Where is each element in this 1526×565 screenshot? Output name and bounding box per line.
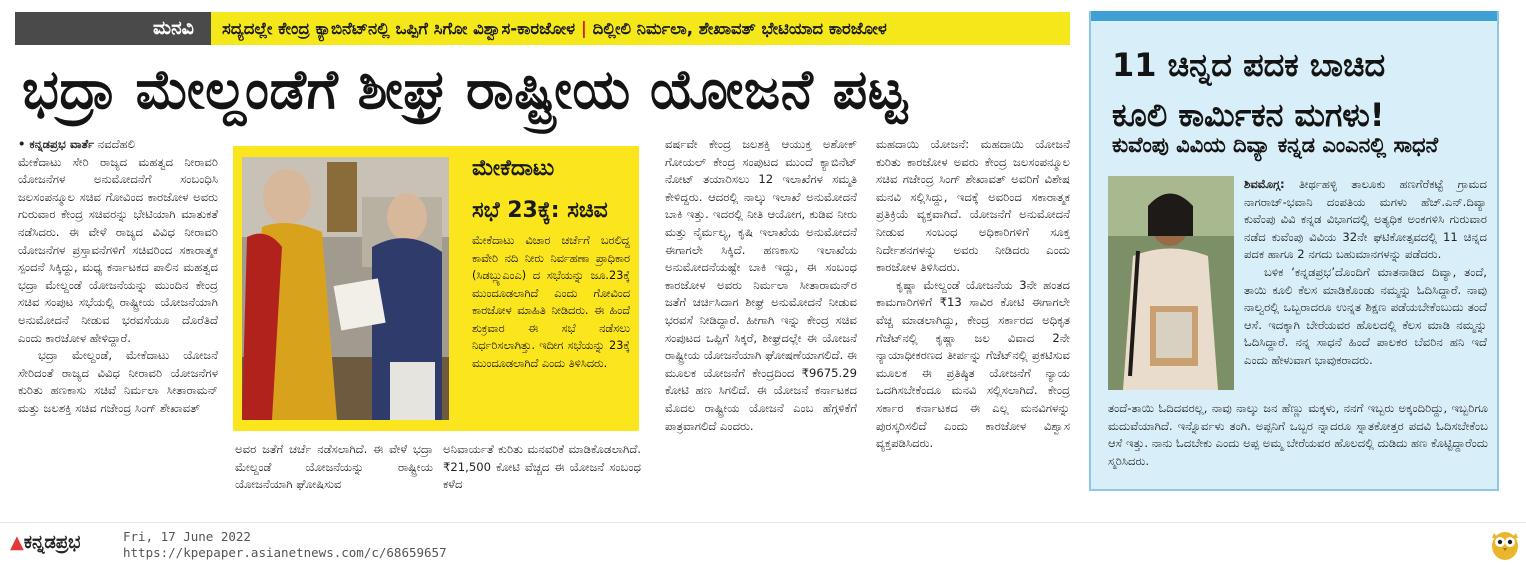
section-label: ಮನವಿ: [15, 12, 211, 45]
footer-meta: [123, 529, 447, 561]
box-text: ಮೇಕೆದಾಟು ವಿಚಾರ ಚರ್ಚೆಗೆ ಬರಲಿದ್ದ ಕಾವೇರಿ ನದಿ ನೀರು ನಿರ್ವಹಣಾ ಪ್ರಾಧಿಕಾರ (ಸಿಡಬ್ಲ್ಯುಎಂಎ) ದ ಸಭೆಯನ್ನು ಜೂ.23ಕ್ಕೆ ಮುಂದೂಡಲಾಗಿದೆ ಎಂದು ಗೋವಿಂದ ಕಾರಜೋಳ ಮಾಹಿತಿ ನೀಡಿದರು. ಈ ಹಿಂದೆ ಶುಕ್ರವಾರ ಈ ಸಭೆ ನಡೆಸಲು ನಿರ್ಧರಿಸಲಾಗಿತ್ತು. ಇದೀಗ ಸಭೆಯನ್ನು 23ಕ್ಕೆ ಮುಂದೂಡಲಾಗಿದೆ ಎಂದು ತಿಳಿಸಿದರು.: [472, 234, 630, 370]
side-head-line2: ಕೂಲಿ ಕಾರ್ಮಿಕನ ಮಗಳು!: [1112, 96, 1385, 134]
edition-date: Fri, 17 June 2022: [123, 529, 251, 544]
byline: • ಕನ್ನಡಪ್ರಭ ವಾರ್ತೆ: [18, 137, 95, 151]
side-dateline: ಶಿವಮೊಗ್ಗ:: [1244, 177, 1285, 191]
student-illustration: [1108, 176, 1234, 390]
photo-illustration: [242, 157, 449, 420]
side-p1-text: ತೀರ್ಥಹಳ್ಳಿ ತಾಲೂಕು ಹಣಗೆರೆಕಟ್ಟೆ ಗ್ರಾಮದ ನಾಗರಾಜ್-ಭವಾನಿ ದಂಪತಿಯ ಮಗಳು ಹೆಚ್.ಎನ್.ದಿವ್ಯಾ ಕುವೆಂಪು ವಿವಿ ಕನ್ನಡ ವಿಭಾಗದಲ್ಲಿ ಅತ್ಯಧಿಕ ಅಂಕಗಳಿಸಿ ಗುರುವಾರ ನಡೆದ ಕುವೆಂಪು ವಿವಿಯ 32ನೇ ಘಟಿಕೋತ್ಸವದಲ್ಲಿ 11 ಚಿನ್ನದ ಪದಕ ಹಾಗೂ 2 ನಗದು ಬಹುಮಾನಗಳನ್ನು ಪಡೆದರು.: [1244, 177, 1487, 262]
top-strip-part1: ಸದ್ಯದಲ್ಲೇ ಕೇಂದ್ರ ಕ್ಯಾಬಿನೆಟ್‌ನಲ್ಲಿ ಒಪ್ಪಿಗೆ ಸಿಗೋ ವಿಶ್ವಾಸ-ಕಾರಜೋಳ: [222, 19, 576, 38]
side-story-column-b: ತಂದೆ-ತಾಯಿ ಓದಿದವರಲ್ಲ, ನಾವು ನಾಲ್ಕು ಜನ ಹೆಣ್ಣು ಮಕ್ಕಳು, ನನಗೆ ಇಬ್ಬರು ಅಕ್ಕಂದಿರಿದ್ದು, ಇಬ್ಬರಿಗೂ ಮದುವೆಯಾಗಿದೆ. ಇನ್ನೊರ್ವಳು ತಂಗಿ. ಅಪ್ಪನಿಗೆ ಒಬ್ಬರ ನ್ನಾದರೂ ಸ್ನಾತಕೋತ್ತರ ಪದವಿ ಓದಿಸಬೇಕೆಂಬ ಆಸೆ ಇತ್ತು. ನಾನು ಓದಬೇಕು ಎಂದು ಅಪ್ಪ ಅಮ್ಮ ಬೇರೆಯವರ ಹೊಲದಲ್ಲಿ ದುಡಿದು ಹಣ ಕೊಟ್ಟಿದ್ದಾರೆಂದು ಸ್ಮರಿಸಿದರು.: [1108, 401, 1488, 468]
publication-logo: [10, 532, 80, 553]
article-column-1: [18, 136, 218, 496]
box-title-line1: ಮೇಕೆದಾಟು: [472, 156, 555, 181]
side-story-subhead: ಕುವೆಂಪು ವಿವಿಯ ದಿವ್ಯಾ ಕನ್ನಡ ಎಂಎನಲ್ಲಿ ಸಾಧನೆ: [1112, 133, 1439, 157]
side-paragraph-2: ಬಳಿಕ ‘ಕನ್ನಡಪ್ರಭ’ದೊಂದಿಗೆ ಮಾತನಾಡಿದ ದಿವ್ಯಾ, ತಂದೆ, ತಾಯಿ ಕೂಲಿ ಕೆಲಸ ಮಾಡಿಕೊಂಡು ನಮ್ಮನ್ನು ಓದಿಸಿದ್ದಾರೆ. ನಾವು ನಾಲ್ವರಲ್ಲಿ ಒಬ್ಬರಾದರೂ ಉನ್ನತ ಶಿಕ್ಷಣ ಪಡೆಯಬೇಕೆಂಬುದು ತಂದೆ ಆಸೆ. ಇದಕ್ಕಾಗಿ ಬೇರೆಯವರ ಹೊಲದಲ್ಲಿ ಕೆಲಸ ಮಾಡಿ ನಮ್ಮನ್ನು ಓದಿಸಿದ್ದಾರೆ. ನನ್ನ ಸಾಧನೆ ಹಿಂದೆ ಪಾಲಕರ ಬೆವರಿನ ಹನಿ ಇದೆ ಎಂದು ಹೇಳುವಾಗ ಭಾವುಕರಾದರು.: [1244, 264, 1487, 367]
logo-mark-icon: ▲: [10, 532, 24, 553]
side-story-column-a: [1244, 176, 1487, 392]
box-title: [472, 148, 632, 232]
dateline: ನವದೆಹಲಿ: [97, 137, 136, 151]
col1-paragraph-2: ಭದ್ರಾ ಮೇಲ್ದಂಡೆ, ಮೇಕೆದಾಟು ಯೋಜನೆ ಸೇರಿದಂತೆ ರಾಜ್ಯದ ವಿವಿಧ ನೀರಾವರಿ ಯೋಜನೆಗಳ ಕುರಿತು ಹಣಕಾಸು ಸಚಿವೆ ನಿರ್ಮಲಾ ಸೀತಾರಾಮನ್ ಮತ್ತು ಜಲಶಕ್ತಿ ಸಚಿವ ಗಜೇಂದ್ರ ಸಿಂಗ್ ಶೇಖಾವತ್: [18, 348, 218, 415]
side-head-line1: 11 ಚಿನ್ನದ ಪದಕ ಬಾಚಿದ: [1112, 46, 1386, 84]
news-photo: [242, 157, 449, 420]
main-headline: ಭದ್ರಾ ಮೇಲ್ದಂಡೆಗೆ ಶೀಘ್ರ ರಾಷ್ಟ್ರೀಯ ಯೋಜನೆ ಪಟ್ಟ: [22, 58, 908, 121]
byline-para: [18, 136, 218, 154]
top-strip-part2: ದಿಲ್ಲೀಲಿ ನಿರ್ಮಲಾ, ಶೇಖಾವತ್ ಭೇಟಿಯಾದ ಕಾರಜೋಳ: [592, 19, 887, 38]
top-strip-text: [222, 12, 887, 45]
side-paragraph-1: [1244, 176, 1487, 264]
side-story-headline: [1112, 40, 1385, 140]
col1-paragraph-1: ಮೇಕೆದಾಟು ಸೇರಿ ರಾಜ್ಯದ ಮಹತ್ವದ ನೀರಾವರಿ ಯೋಜನೆಗಳ ಅನುಮೋದನೆಗೆ ಸಂಬಂಧಿಸಿ ಜಲಸಂಪನ್ಮೂಲ ಸಚಿವ ಗೋವಿಂದ ಕಾರಜೋಳ ಅವರು ಗುರುವಾರ ಕೇಂದ್ರ ಸಚಿವರನ್ನು ಭೇಟಿಯಾಗಿ ಮಾತುಕತೆ ನಡೆಸಿದರು. ಈ ವೇಳೆ ರಾಜ್ಯದ ವಿವಿಧ ನೀರಾವರಿ ಯೋಜನೆಗಳ ಪ್ರಸ್ತಾವನೆಗಳಿಗೆ ಸಚಿವರಿಂದ ಸಕಾರಾತ್ಮಕ ಸ್ಪಂದನೆ ಸಿಕ್ಕಿದ್ದು, ಮಧ್ಯ ಕರ್ನಾಟಕದ ಪಾಲಿನ ಮಹತ್ವದ ಭದ್ರಾ ಮೇಲ್ದಂಡೆ ಯೋಜನೆಯನ್ನು ಮುಂದಿನ ಕೇಂದ್ರ ಸಚಿವ ಸಂಪುಟ ಸಭೆಯಲ್ಲಿ ರಾಷ್ಟ್ರೀಯ ಯೋಜನೆಯಾಗಿ ಅನುಮೋದನೆ ನೀಡುವ ಭರವಸೆಯೂ ದೊರೆತಿದೆ ಎಂದು ಕಾರಜೋಳ ಹೇಳಿದ್ದಾರೆ.: [18, 154, 218, 345]
footer-divider: [0, 522, 1526, 523]
col5-paragraph-2: ಕೃಷ್ಣಾ ಮೇಲ್ದಂಡೆ ಯೋಜನೆಯ 3ನೇ ಹಂತದ ಕಾಮಗಾರಿಗಳಿಗೆ ₹13 ಸಾವಿರ ಕೋಟಿ ಈಗಾಗಲೇ ವೆಚ್ಚ ಮಾಡಲಾಗಿದ್ದು, ಕೇಂದ್ರ ಸರ್ಕಾರದ ಅಧಿಕೃತ ಗೆಜೆಟ್‌ನಲ್ಲಿ ಕೃಷ್ಣಾ ಜಲ ವಿವಾದ 2ನೇ ನ್ಯಾಯಾಧೀಕರಣದ ತೀರ್ಪನ್ನು ಗೆಜೆಟ್‌ನಲ್ಲಿ ಪ್ರಕಟಿಸುವ ಮೂಲಕ ಈ ಪ್ರತಿಷ್ಠಿತ ಯೋಜನೆಗೆ ನ್ಯಾಯ ಒದಗಿಸಬೇಕೆಂದೂ ಮನವಿ ಸಲ್ಲಿಸಲಾಗಿದೆ. ಕೇಂದ್ರ ಸರ್ಕಾರ ಕರ್ನಾಟಕದ ಈ ಎಲ್ಲ ಮನವಿಗಳನ್ನು ಪುರಸ್ಕರಿಸಲಿದೆ ಎಂದು ಕಾರಜೋಳ ವಿಶ್ವಾಸ ವ್ಯಕ್ತಪಡಿಸಿದರು.: [876, 277, 1070, 451]
box-title-line2: ಸಭೆ 23ಕ್ಕೆ: ಸಚಿವ: [472, 198, 608, 223]
col5-paragraph-1: ಮಹದಾಯಿ ಯೋಜನೆ: ಮಹದಾಯಿ ಯೋಜನೆ ಕುರಿತು ಕಾರಜೋಳ ಅವರು ಕೇಂದ್ರ ಜಲಸಂಪನ್ಮೂಲ ಸಚಿವ ಗಜೇಂದ್ರ ಸಿಂಗ್ ಶೇಖಾವತ್ ಅವರಿಗೆ ವಿಶೇಷ ಮನವಿ ಸಲ್ಲಿಸಿದ್ದು, ಇದಕ್ಕೆ ಅವರಿಂದ ಸಕಾರಾತ್ಮಕ ಪ್ರತಿಕ್ರಿಯೆ ವ್ಯಕ್ತವಾಗಿದೆ. ಯೋಜನೆಗೆ ಅನುಮೋದನೆ ನೀಡುವ ಸಂಬಂಧ ಅಧಿಕಾರಿಗಳಿಗೆ ಸೂಕ್ತ ನಿರ್ದೇಶನಗಳನ್ನು ಅವರು ನೀಡಿದರು ಎಂದು ಕಾರಜೋಳ ತಿಳಿಸಿದರು.: [876, 137, 1070, 275]
side-story-top-bar: [1091, 11, 1497, 21]
logo-text: ಕನ್ನಡಪ್ರಭ: [23, 532, 81, 553]
student-photo: [1108, 176, 1234, 390]
owl-icon: [1490, 527, 1520, 561]
article-column-3: ಅನಿವಾರ್ಯತೆ ಕುರಿತು ಮನವರಿಕೆ ಮಾಡಿಕೊಡಲಾಗಿದೆ. ₹21,500 ಕೋಟಿ ವೆಚ್ಚದ ಈ ಯೋಜನೆ ಸಂಬಂಧ ಕಳೆದ: [443, 442, 641, 492]
article-column-2: ಅವರ ಜತೆಗೆ ಚರ್ಚೆ ನಡೆಸಲಾಗಿದೆ. ಈ ವೇಳೆ ಭದ್ರಾ ಮೇಲ್ದಂಡೆ ಯೋಜನೆಯನ್ನು ರಾಷ್ಟ್ರೀಯ ಯೋಜನೆಯಾಗಿ ಘೋಷಿಸುವ: [235, 442, 433, 492]
article-column-4: ವರ್ಷವೇ ಕೇಂದ್ರ ಜಲಶಕ್ತಿ ಆಯುಕ್ತ ಅಶೋಕ್ ಗೋಯಲ್ ಕೇಂದ್ರ ಸಂಪುಟದ ಮುಂದೆ ಕ್ಯಾಬಿನೆಟ್ ನೋಟ್ ತಯಾರಿಸಲು 12 ಇಲಾಖೆಗಳ ಸಮ್ಮತಿ ಕೇಳಿದ್ದರು. ಆದರಲ್ಲಿ ನಾಲ್ಕು ಇಲಾಖೆ ಅನುಮೋದನೆ ಬಾಕಿ ಇತ್ತು. ಇದರಲ್ಲಿ ನೀತಿ ಆಯೋಗ, ಕುಡಿವ ನೀರು ಮತ್ತು ನೈರ್ಮಲ್ಯ, ಕೃಷಿ ಇಲಾಖೆಯ ಅನುಮೋದನೆ ಈಗಾಗಲೇ ಸಿಕ್ಕಿದೆ. ಹಣಕಾಸು ಇಲಾಖೆಯ ಅನುಮೋದನೆಯಷ್ಟೇ ಬಾಕಿ ಇದ್ದು, ಈ ಸಂಬಂಧ ಕಾರಜೋಳ ಅವರು ನಿರ್ಮಲಾ ಸೀತಾರಾಮನ್‌ರ ಜತೆಗೆ ಚರ್ಚಿಸಿದಾಗ ಶೀಘ್ರ ಅನುಮೋದನೆ ನೀಡುವ ಭರವಸೆ ನೀಡಿದ್ದಾರೆ. ಹೀಗಾಗಿ ಇನ್ನು ಕೇಂದ್ರ ಸಚಿವ ಸಂಪುಟದ ಒಪ್ಪಿಗೆ ಸಿಕ್ಕರೆ, ಶೀಘ್ರದಲ್ಲೇ ಈ ಯೋಜನೆ ರಾಷ್ಟ್ರೀಯ ಯೋಜನೆಯಾಗಿ ಘೋಷಣೆಯಾಗಲಿದೆ. ಈ ಮೂಲಕ ಯೋಜನೆಗೆ ಕೇಂದ್ರದಿಂದ ₹9675.29 ಕೋಟಿ ಹಣ ಸಿಗಲಿದೆ. ಈ ಯೋಜನೆ ಕರ್ನಾಟಕದ ಮೊದಲ ರಾಷ್ಟ್ರೀಯ ಯೋಜನೆ ಎಂಬ ಹೆಗ್ಗಳಿಕೆಗೆ ಪಾತ್ರವಾಗಲಿದೆ ಎಂದರು.: [665, 137, 857, 433]
top-strip-separator: |: [580, 19, 587, 38]
source-url[interactable]: https://kpepaper.asianetnews.com/c/68659657: [123, 545, 447, 560]
article-column-5: [876, 136, 1070, 494]
